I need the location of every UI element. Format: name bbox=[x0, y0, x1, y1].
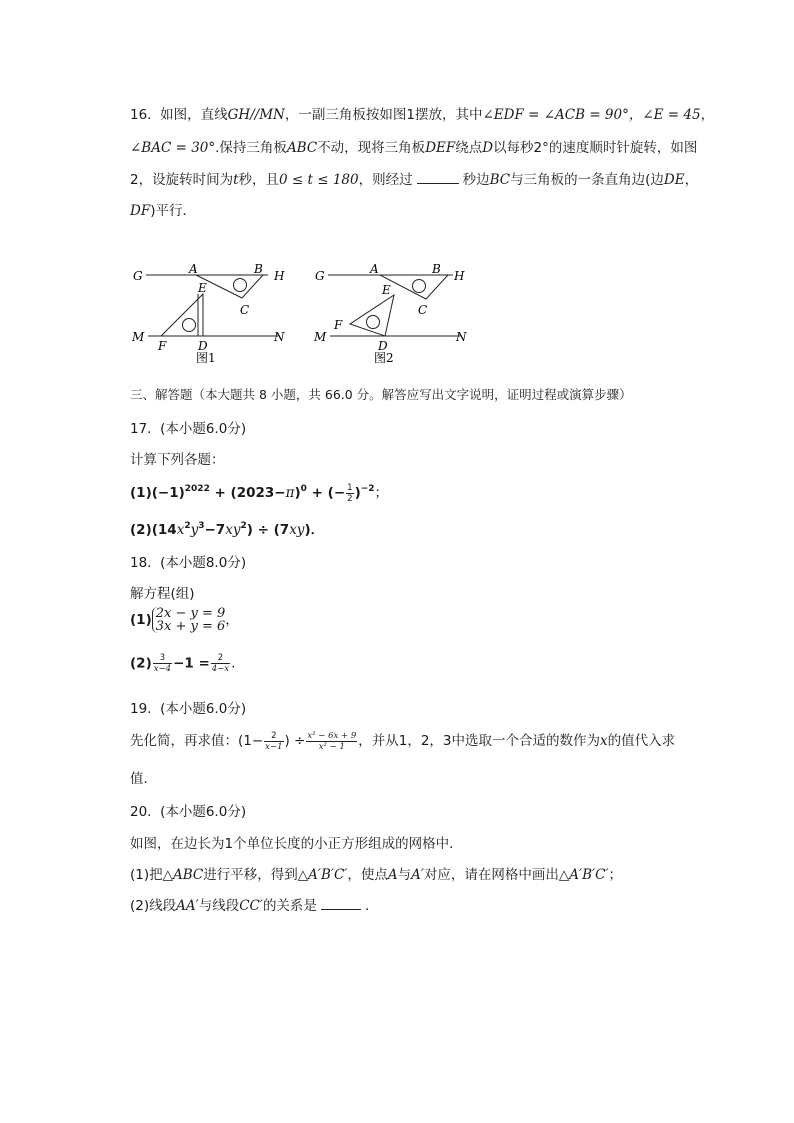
q16-number: 16. bbox=[130, 107, 152, 123]
q17-part1: $(1)(-1)^{2022} + (2023-\pi)^0$ + (− $\frac{1}{2}$ )$^{-2}$； bbox=[130, 482, 389, 504]
q17-header: 17. (本小题6.0分) bbox=[130, 421, 247, 437]
label-g: G bbox=[315, 269, 325, 283]
triangle-def bbox=[161, 294, 203, 336]
triangle-abc-hole bbox=[413, 280, 426, 293]
figure-2-caption: 图2 bbox=[374, 351, 394, 365]
equation-system: 2x − y = 9 3x + y = 6 bbox=[152, 607, 226, 633]
label-e: E bbox=[382, 283, 391, 297]
q20-answer-blank[interactable] bbox=[321, 908, 361, 910]
q19-line2: 值． bbox=[130, 771, 157, 787]
triangle-def-hole bbox=[367, 316, 380, 329]
q16-answer-blank[interactable] bbox=[417, 182, 459, 184]
label-c: C bbox=[418, 303, 428, 317]
label-e: E bbox=[198, 281, 207, 295]
q18-part2: (2) $\frac{3}{x-4}$ −1 = $\frac{2}{4-x}$ . bbox=[130, 653, 236, 674]
q18-intro: 解方程(组) bbox=[130, 586, 195, 602]
q17-intro: 计算下列各题： bbox=[130, 452, 225, 468]
label-h: H bbox=[454, 269, 465, 283]
section-3-heading: 三、解答题（本大题共 8 小题，共 66.0 分。解答应写出文字说明，证明过程或演算步骤） bbox=[130, 387, 632, 402]
q20-intro: 如图，在边长为1个单位长度的小正方形组成的网格中． bbox=[130, 836, 463, 852]
q16-line1: 16. 如图，直线GH//MN，一副三角板按如图1摆放，其中∠EDF = ∠ACB = 90°，∠E = 45， bbox=[130, 107, 715, 123]
label-f: F bbox=[158, 339, 167, 353]
q19-header: 19. (本小题6.0分) bbox=[130, 701, 247, 717]
q16-line2: ∠BAC = 30°.保持三角板ABC不动，现将三角板DEF绕点D以每秒2°的速度顺时针旋转，如图 bbox=[130, 140, 698, 156]
q18-header: 18. (本小题8.0分) bbox=[130, 555, 247, 571]
label-a: A bbox=[370, 262, 379, 276]
fraction-2-over-x-1: $\frac{2}{x-1}$ bbox=[265, 730, 283, 752]
figure-2 bbox=[310, 258, 480, 368]
label-b: B bbox=[432, 262, 441, 276]
label-n: N bbox=[456, 330, 467, 344]
label-a: A bbox=[189, 262, 198, 276]
figure-1 bbox=[128, 258, 298, 368]
q19-line1: 先化简，再求值：(1− $\frac{2}{x-1}$ ) ÷ $\frac{\text{x² − 6x + 9}}{\text{x² − 1}}$ ，并从1，2，3中选取一个合适的数作为x的值代入求 bbox=[130, 730, 676, 752]
label-n: N bbox=[274, 330, 285, 344]
fraction-quadratic: $\frac{\text{x² − 6x + 9}}{\text{x² − 1}}$ bbox=[307, 730, 357, 752]
triangle-def-hole bbox=[183, 319, 196, 332]
label-g: G bbox=[133, 269, 143, 283]
fraction-2-over-4-x: $\frac{2}{4-x}$ bbox=[211, 653, 230, 674]
fraction-one-half: $\frac{1}{2}$ bbox=[347, 482, 353, 504]
label-c: C bbox=[240, 303, 250, 317]
label-d: D bbox=[378, 339, 388, 353]
q20-part2: (2)线段AA′与线段CC′的关系是 ． bbox=[130, 898, 379, 914]
label-h: H bbox=[274, 269, 285, 283]
q20-part1: (1)把△ABC进行平移，得到△A′B′C′，使点A与A′对应，请在网格中画出△A′B′C′； bbox=[130, 867, 622, 883]
q16-line3: 2，设旋转时间为t秒，且0 ≤ t ≤ 180，则经过 秒边BC与三角板的一条直角边(边DE， bbox=[130, 172, 699, 188]
figure-1-caption: 图1 bbox=[196, 351, 216, 365]
q18-part1: (1) 2x − y = 9 3x + y = 6 ， bbox=[130, 606, 239, 634]
label-b: B bbox=[254, 262, 263, 276]
label-m: M bbox=[314, 330, 327, 344]
q20-header: 20. (本小题6.0分) bbox=[130, 804, 247, 820]
label-d: D bbox=[198, 339, 208, 353]
fraction-3-over-x-4: $\frac{3}{x-4}$ bbox=[153, 653, 172, 674]
q16-line4: DF)平行． bbox=[130, 203, 196, 219]
triangle-abc-hole bbox=[234, 279, 247, 292]
q17-part2: $(2)(14x^2y^3-7xy^2) \div (7xy)$． bbox=[130, 521, 325, 538]
label-m: M bbox=[132, 330, 145, 344]
label-f: F bbox=[334, 318, 343, 332]
